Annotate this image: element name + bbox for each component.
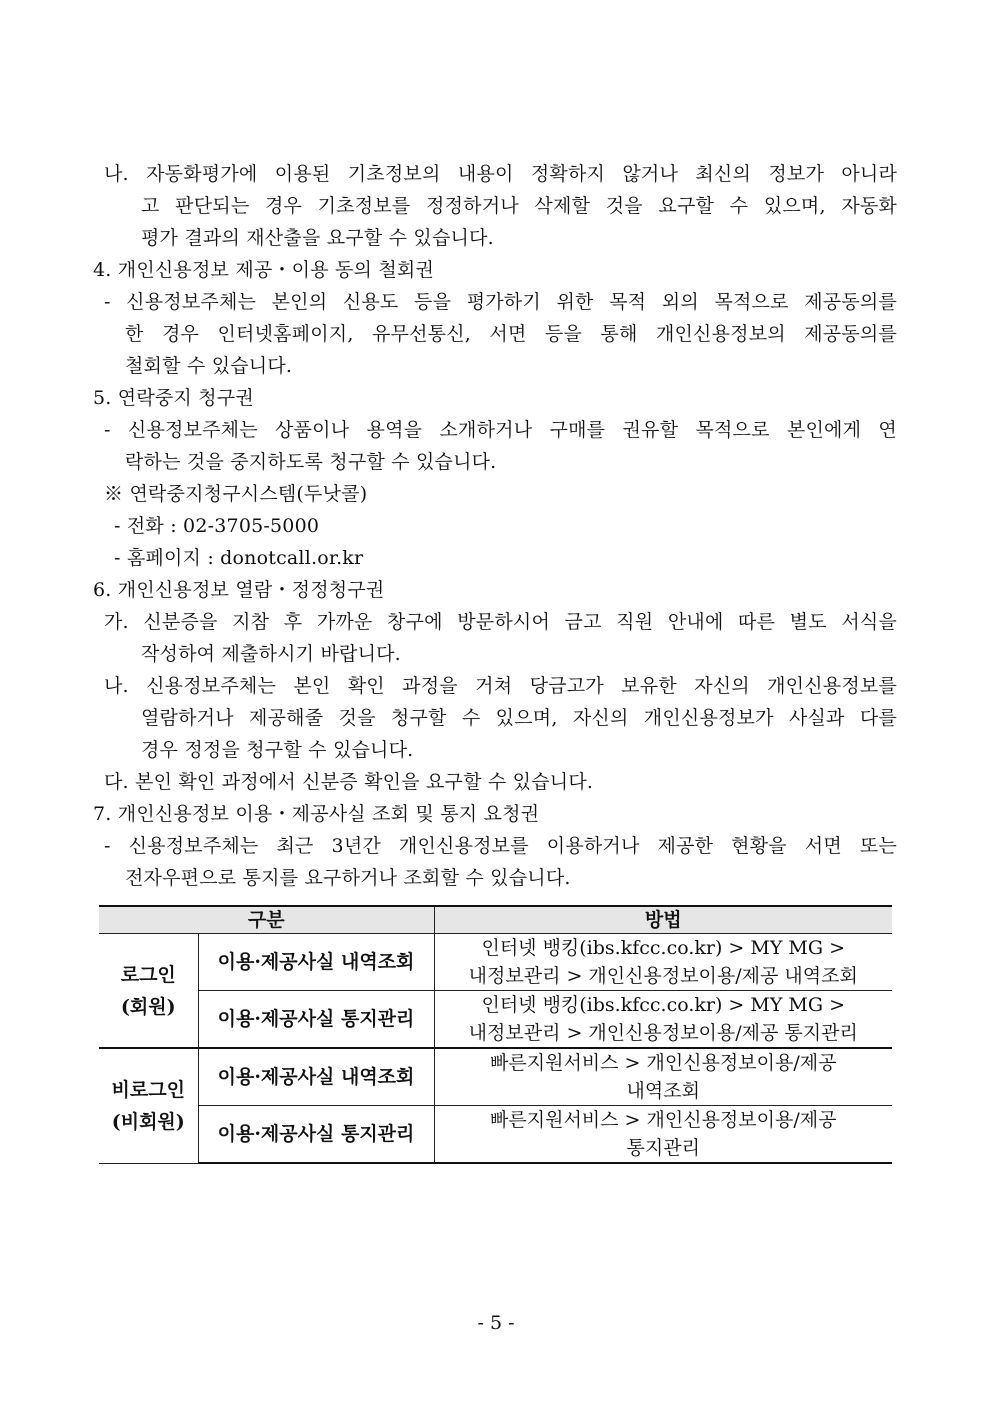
para-line: 경우 정정을 청구할 수 있습니다. <box>141 739 414 761</box>
method-cell <box>434 934 892 991</box>
group-label: 로그인 <box>120 963 176 986</box>
method-line: 인터넷 뱅킹(ibs.kfcc.co.kr) > MY MG > <box>481 937 846 959</box>
para-line: 나. 신용정보주체는 본인 확인 과정을 거쳐 당금고가 보유한 자신의 개인신용정보를 <box>104 675 897 697</box>
method-line: 통지관리 <box>626 1137 700 1159</box>
method-line: 빠른지원서비스 > 개인신용정보이용/제공 <box>490 1109 837 1131</box>
header-category: 구분 <box>99 906 434 934</box>
item-label: 이용·제공사실 통지관리 <box>198 991 434 1049</box>
method-line: 인터넷 뱅킹(ibs.kfcc.co.kr) > MY MG > <box>481 994 846 1016</box>
para-line: 한 경우 인터넷홈페이지, 유무선통신, 서면 등을 통해 개인신용정보의 제공동의를 <box>125 323 897 345</box>
contact-homepage: - 홈페이지 : donotcall.or.kr <box>114 547 364 569</box>
para-line: - 신용정보주체는 최근 3년간 개인신용정보를 이용하거나 제공한 현황을 서면 또는 <box>104 835 897 857</box>
method-line: 빠른지원서비스 > 개인신용정보이용/제공 <box>490 1052 837 1074</box>
group-login <box>99 934 198 1049</box>
table-header-row <box>99 906 892 934</box>
section-heading: 6. 개인신용정보 열람・정정청구권 <box>93 579 385 601</box>
group-label: 비로그인 <box>111 1078 185 1101</box>
note-line: ※ 연락중지청구시스템(두낫콜) <box>104 483 368 505</box>
method-cell <box>434 991 892 1049</box>
section-heading: 7. 개인신용정보 이용・제공사실 조회 및 통지 요청권 <box>93 803 540 825</box>
method-line: 내정보관리 > 개인신용정보이용/제공 통지관리 <box>468 1022 858 1044</box>
table-row <box>99 1048 892 1106</box>
para-line: 열람하거나 제공해줄 것을 청구할 수 있으며, 자신의 개인신용정보가 사실과 다를 <box>141 707 897 729</box>
header-method: 방법 <box>434 906 892 934</box>
para-line: 작성하여 제출하시기 바랍니다. <box>141 643 401 665</box>
table-row <box>99 991 892 1049</box>
para-line: 가. 신분증을 지참 후 가까운 창구에 방문하시어 금고 직원 안내에 따른 별도 서식을 <box>104 611 897 633</box>
para-line: 락하는 것을 중지하도록 청구할 수 있습니다. <box>125 451 497 473</box>
page-number: - 5 - <box>477 1312 515 1334</box>
para-line: 평가 결과의 재산출을 요구할 수 있습니다. <box>141 227 494 249</box>
method-cell <box>434 1106 892 1164</box>
methods-table <box>99 905 892 1164</box>
group-label-sub: (회원) <box>120 995 176 1018</box>
para-line: 다. 본인 확인 과정에서 신분증 확인을 요구할 수 있습니다. <box>104 771 594 793</box>
section-heading: 4. 개인신용정보 제공・이용 동의 철회권 <box>93 259 434 281</box>
item-label: 이용·제공사실 내역조회 <box>198 934 434 991</box>
method-line: 내역조회 <box>626 1080 700 1102</box>
contact-phone: - 전화 : 02-3705-5000 <box>114 515 320 537</box>
table-row <box>99 1106 892 1164</box>
item-label: 이용·제공사실 통지관리 <box>198 1106 434 1164</box>
para-line: 전자우편으로 통지를 요구하거나 조회할 수 있습니다. <box>125 867 571 889</box>
section-heading: 5. 연락중지 청구권 <box>93 387 254 409</box>
para-line: 나. 자동화평가에 이용된 기초정보의 내용이 정확하지 않거나 최신의 정보가 아니라 <box>104 163 897 185</box>
group-label-sub: (비회원) <box>111 1110 185 1133</box>
para-line: 철회할 수 있습니다. <box>125 355 293 377</box>
para-line: 고 판단되는 경우 기초정보를 정정하거나 삭제할 것을 요구할 수 있으며, 자동화 <box>141 195 897 217</box>
method-cell <box>434 1048 892 1106</box>
para-line: - 신용정보주체는 본인의 신용도 등을 평가하기 위한 목적 외의 목적으로 제공동의를 <box>104 291 897 313</box>
group-guest <box>99 1048 198 1163</box>
table-row <box>99 934 892 991</box>
item-label: 이용·제공사실 내역조회 <box>198 1048 434 1106</box>
para-line: - 신용정보주체는 상품이나 용역을 소개하거나 구매를 권유할 목적으로 본인에게 연 <box>104 419 897 441</box>
method-line: 내정보관리 > 개인신용정보이용/제공 내역조회 <box>468 965 858 987</box>
